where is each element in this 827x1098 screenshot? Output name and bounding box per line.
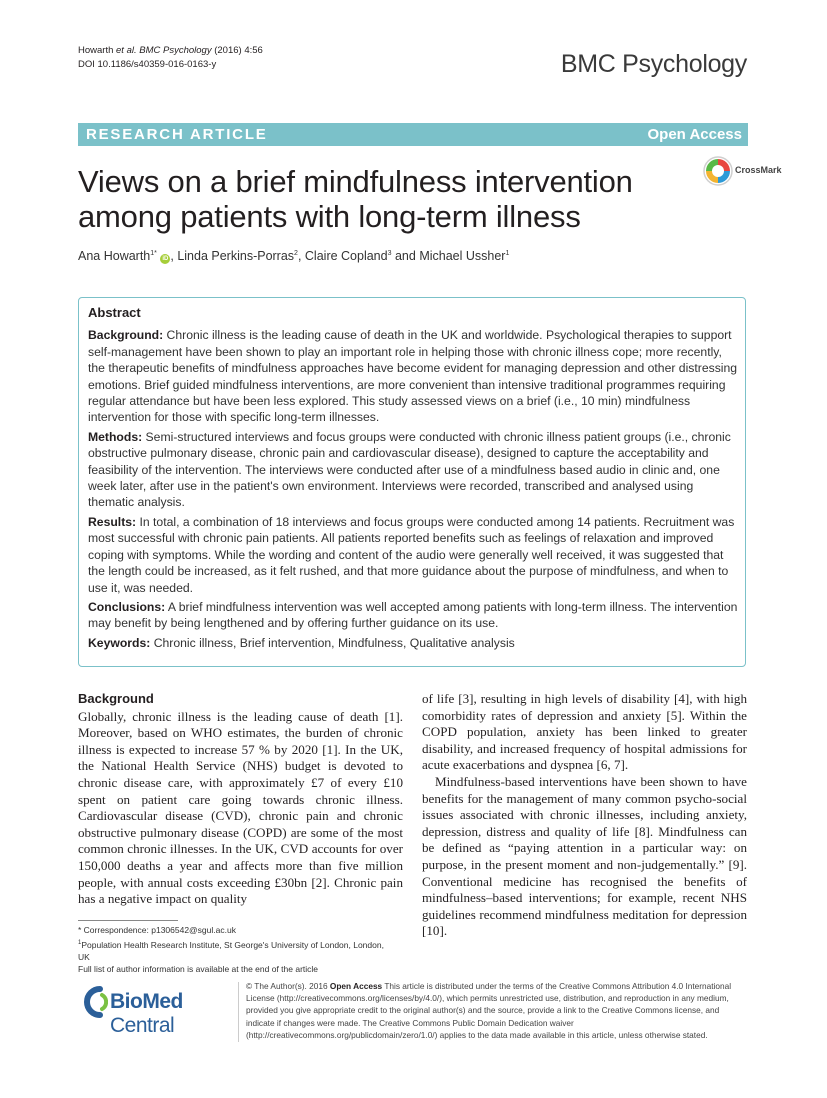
author-name[interactable]: Claire Copland <box>304 249 388 263</box>
orcid-icon[interactable]: iD <box>162 256 169 262</box>
author-info-note: Full list of author information is available at the end of the article <box>78 964 319 975</box>
author-name[interactable]: Ana Howarth <box>78 249 151 263</box>
biomed-logo-text: BioMed Central <box>110 990 183 1037</box>
open-access-label: Open Access <box>647 126 742 143</box>
crossmark-badge[interactable] <box>703 156 793 186</box>
crossmark-label: CrossMark <box>735 165 782 175</box>
biomed-central-logo[interactable] <box>78 985 238 1037</box>
correspondence-note[interactable]: * Correspondence: p1306542@sgul.ac.uk <box>78 925 236 935</box>
abstract-heading: Abstract <box>88 305 141 320</box>
article-type-label: RESEARCH ARTICLE <box>86 126 268 143</box>
body-paragraph: Mindfulness-based interventions have been shown to have benefits for the management of many common psycho-social issues associated with chronic illnesses, including anxiety, depression, distress and quality of life [8]. Mindfulness can be defined as “paying attention in a particular way: on purpose, in the present moment and non-judgementally.” [9]. Conventional medicine has recognised the benefits of mindfulness–based interventions; for example, recent NHS guidelines recommend mindfulness meditation for depression [10]. <box>422 773 747 939</box>
abstract-box <box>78 297 746 667</box>
doi[interactable]: DOI 10.1186/s40359-016-0163-y <box>78 59 217 70</box>
body-column-left <box>78 691 403 908</box>
article-type-banner <box>78 123 748 146</box>
footnotes <box>78 924 398 976</box>
abstract-results: Results: In total, a combination of 18 interviews and focus groups were conducted among 14 patients. Recruitment was most successful with chronic pain patients. All patients reported benefits such as feelings of relaxation and improved coping with symptoms. While the wording and content of the audio were generally well received, it was suggested that the length could be increased, as it felt rushed, and that more guidance about the purpose of mindfulness, and when to use it, was needed. <box>88 514 735 595</box>
abstract-conclusions: Conclusions: A brief mindfulness intervention was well accepted among patients with long-term illness. The intervention may benefit by being lengthened and by offering further guidance on its use. <box>88 599 738 631</box>
abstract-content <box>88 305 740 654</box>
section-heading-background: Background <box>78 691 154 706</box>
body-paragraph: Globally, chronic illness is the leading cause of death [1]. Moreover, based on WHO estimates, the burden of chronic illness is expected to increase 57 % by 2020 [1]. In the UK, the National Health Service (NHS) budget is devoted to chronic disease care, with approximately £7 of every £10 spent on patient care going towards chronic illness. Cardiovascular disease (CVD), chronic pain and chronic obstructive pulmonary disease (COPD) are some of the most common chronic illnesses. In the UK, CVD accounts for over 150,000 deaths a year and affects more than five million people, with annual costs exceeding £30bn [2]. Chronic pain has a negative impact on quality <box>78 708 403 907</box>
license-divider <box>238 982 239 1042</box>
citation-line: Howarth et al. BMC Psychology (2016) 4:56 <box>78 45 263 56</box>
affiliation-note: $^1$Population Health Research Institute, St George's University of London, London, UK <box>78 939 384 962</box>
abstract-background: Background: Chronic illness is the leading cause of death in the UK and worldwide. Psychological therapies to support self-management have been shown to play an important role in helping those with chronic illness cope; more recently, the therapeutic benefits of mindfulness approaches have become evident for managing depression and other distressing emotions. Brief guided mindfulness interventions, are more convenient than intensive traditional programmes requiring regular attendance but have been less explored. This study assessed views on a brief (i.e., 10 min) mindfulness intervention for those with specific long-term illnesses. <box>88 328 738 425</box>
abstract-methods: Methods: Semi-structured interviews and focus groups were conducted with chronic illness patient groups (i.e., chronic obstructive pulmonary disease, chronic pain and cardiovascular disease), designed to capture the acceptability and feasibility of the intervention. The interviews were conducted after use of a mindfulness based audio in clinic and, one week later, after use in the patient's own environment. Interviews were recorded, transcribed and analysed using thematic analysis. <box>88 429 731 510</box>
author-name[interactable]: Linda Perkins-Porras <box>177 249 295 263</box>
author-list: Ana Howarth$^{1*}$ iD , Linda Perkins-Porras$^2$, Claire Copland$^3$ and Michael Ussher$^1$ <box>78 249 510 263</box>
biomed-arc-icon <box>78 985 108 1019</box>
crossmark-icon <box>703 156 733 186</box>
body-paragraph: of life [3], resulting in high levels of disability [4], with high comorbidity rates of depression and anxiety [5]. Within the COPD population, anxiety has been linked to greater disability, and increased frequency of hospital admissions for acute exacerbations and dyspnea [6, 7]. <box>422 691 747 773</box>
body-column-right <box>422 691 747 940</box>
citation-header <box>78 44 263 72</box>
journal-name[interactable]: BMC Psychology <box>560 50 747 78</box>
abstract-keywords: Keywords: Chronic illness, Brief intervention, Mindfulness, Qualitative analysis <box>88 635 515 650</box>
author-name[interactable]: Michael Ussher <box>419 249 506 263</box>
footnote-divider <box>78 920 178 921</box>
article-title: Views on a brief mindfulness intervention among patients with long-term illness <box>78 164 633 234</box>
license-text: © The Author(s). 2016 Open Access This article is distributed under the terms of the Creative Commons Attribution 4.0 International License (http://creativecommons.org/licenses/by/4.0/), which permits unrestricted use, distribution, and reproduction in any medium, provided you give appropriate credit to the original author(s) and the source, provide a link to the Creative Commons license, and indicate if changes were made. The Creative Commons Public Domain Dedication waiver (http://creativecommons.org/publicdomain/zero/1.0/) applies to the data made available in this article, unless otherwise stated. <box>246 981 732 1040</box>
